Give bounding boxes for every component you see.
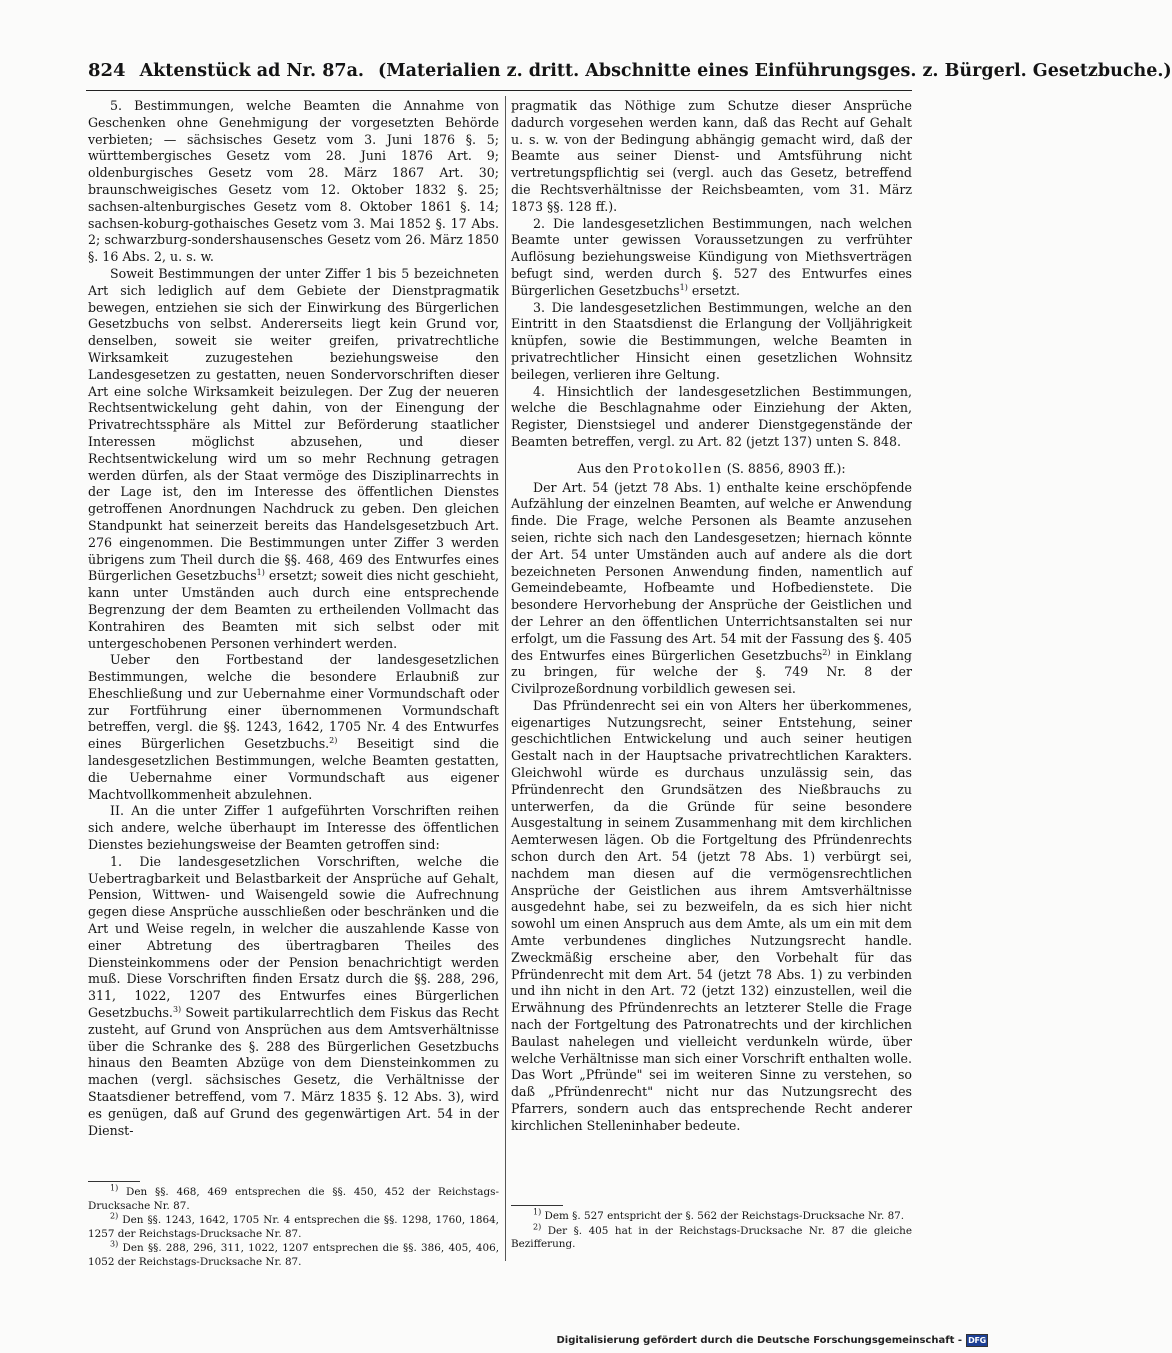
header-rule [86,90,912,91]
section-heading: Aus den Protokollen (S. 8856, 8903 ff.): [577,460,846,476]
footnote-rule [88,1181,140,1182]
paragraph: 3. Die landesgesetzlichen Bestimmungen, welche an den Eintritt in den Staatsdienst die Erlangung der Volljährigkeit knüpfen, sowie die Bestimmungen, welche Beamten in privatrechtlicher Hinsicht einen gesetzlichen Wohnsitz beilegen, verlieren ihre Geltung. [511,299,912,382]
footnote-ref: 2) [329,736,338,746]
footer-credit: Digitalisierung gefördert durch die Deutsche Forschungsgemeinschaft - [556,1334,962,1346]
paragraph: II. An die unter Ziffer 1 aufgeführten Vorschriften reihen sich andere, welche überhaupt im Interesse des öffentlichen Dienstes beziehungsweise der Beamten getroffen sind: [88,803,499,853]
footnote-rule [511,1205,563,1206]
paragraph: 5. Bestimmungen, welche Beamten die Annahme von Geschenken ohne Genehmigung der vorgesetzten Behörde verbieten; — sächsisches Gesetz vom 3. Juni 1876 §. 5; württembergisches Gesetz vom 28. Juni 1876 Art. 9; oldenburgisches Gesetz vom 28. März 1867 Art. 30; braunschweigisches Gesetz vom 12. Oktober 1832 §. 25; sachsen-altenburgisches Gesetz vom 8. Oktober 1861 §. 14; sachsen-koburg-gothaisches Gesetz vom 3. Mai 1852 §. 17 Abs. 2; schwarzburg-sondershausensches Gesetz vom 26. März 1850 §. 16 Abs. 2, u. s. w. [88,98,499,265]
footnote: $^{1)}$ Dem §. 527 entspricht der §. 562 der Reichstags-Drucksache Nr. 87. [533,1207,905,1222]
document-subtitle: (Materialien z. dritt. Abschnitte eines Einführungsges. z. Bürgerl. Gesetzbuche.) [378,61,1172,81]
paragraph: 4. Hinsichtlich der landesgesetzlichen Bestimmungen, welche die Beschlagnahme oder Einziehung der Akten, Register, Dienstsiegel und anderer Dienstgegenstände der Beamten betreffen, vergl. zu Art. 82 (jetzt 137) unten S. 848. [511,383,912,449]
footnote-ref: 1) [679,282,688,292]
footnote: $^{3)}$ Den §§. 288, 296, 311, 1022, 1207 entsprechen die §§. 386, 405, 406, 1052 der Reichstags-Drucksache Nr. 87. [88,1239,499,1268]
page-header [88,60,1172,88]
page-number: 824 [88,60,126,81]
right-column [511,98,912,1135]
paragraph: Ueber den Fortbestand der landesgesetzlichen Bestimmungen, welche die besondere Erlaubniß zur Eheschließung und zur Uebernahme einer Vormundschaft oder zur Fortführung einer übernommenen Vormundschaft betreffen, vergl. die §§. 1243, 1642, 1705 Nr. 4 des Entwurfes eines Bürgerlichen Gesetzbuchs.$^{2)}$ Beseitigt sind die landesgesetzlichen Bestimmungen, welche Beamten gestatten, die Uebernahme einer Vormundschaft aus eigener Machtvollkommenheit abzulehnen. [88,652,499,802]
footnote-ref: 1) [256,568,265,578]
footnote-ref: 3) [172,1004,182,1014]
paragraph: Der Art. 54 (jetzt 78 Abs. 1) enthalte keine erschöpfende Aufzählung der einzelnen Beamten, auf welche er Anwendung finde. Die Frage, welche Personen als Beamte anzusehen seien, richte sich nach den Landesgesetzen; hiernach könnte der Art. 54 unter Umständen auch auf andere als die dort bezeichneten Personen Anwendung finden, namentlich auf Gemeindebeamte, Hofbeamte und Hofbedienstete. Die besondere Hervorhebung der Ansprüche der Geistlichen und der Lehrer an den öffentlichen Unterrichtsanstalten sei nur erfolgt, um die Fassung des Art. 54 mit der Fassung des §. 405 des Entwurfes eines Bürgerlichen Gesetzbuchs$^{2)}$ in Einklang zu bringen, für welche der §. 749 Nr. 8 der Civilprozeßordnung vorbildlich gewesen sei. [511,479,912,697]
footer [556,1332,988,1348]
footnote-ref: 2) [822,647,831,657]
paragraph: 1. Die landesgesetzlichen Vorschriften, welche die Uebertragbarkeit und Belastbarkeit der Ansprüche auf Gehalt, Pension, Wittwen- und Waisengeld sowie die Aufrechnung gegen diese Ansprüche ausschließen oder beschränken und die Art und Weise regeln, in welcher die auszahlende Kasse von einer Abtretung des übertragbaren Theiles des Diensteinkommens oder der Pension benachrichtigt werden muß. Diese Vorschriften finden Ersatz durch die §§. 288, 296, 311, 1022, 1207 des Entwurfes eines Bürgerlichen Gesetzbuchs.$^{3)}$ Soweit partikularrechtlich dem Fiskus das Recht zusteht, auf Grund von Ansprüchen aus dem Amtsverhältnisse über die Schranke des §. 288 des Bürgerlichen Gesetzbuchs hinaus den Beamten Abzüge von dem Diensteinkommen zu machen (vergl. sächsisches Gesetz, die Verhältnisse der Staatsdiener betreffend, vom 7. März 1835 §. 12 Abs. 3), wird es genügen, daß auf Grund des gegenwärtigen Art. 54 in der Dienst- [88,853,499,1138]
right-footnotes [511,1207,912,1253]
paragraph: Das Pfründenrecht sei ein von Alters her überkommenes, eigenartiges Nutzungsrecht, seiner Entstehung, seiner geschichtlichen Entwickelung und auch seiner heutigen Gestalt nach in der Hauptsache privatrechtlichen Karakters. Gleichwohl würde es durchaus unzulässig sein, das Pfründenrecht den Grundsätzen des Nießbrauchs zu unterwerfen, da die Gründe für seine besondere Ausgestaltung in seinem Zusammenhang mit dem kirchlichen Aemterwesen lägen. Ob die Fortgeltung des Pfründenrechts schon durch den Art. 54 (jetzt 78 Abs. 1) verbürgt sei, nachdem man diesen auf die vermögensrechtlichen Ansprüche der Geistlichen aus ihrem Amtsverhältnisse ausgedehnt habe, sei zu bezweifeln, da es sich hier nicht sowohl um einen Anspruch aus dem Amte, als um ein mit dem Amte verbundenes dingliches Nutzungsrecht handle. Zweckmäßig erscheine aber, den Vorbehalt für das Pfründenrecht mit dem Art. 54 (jetzt 78 Abs. 1) zu verbinden und ihn nicht in den Art. 72 (jetzt 132) einzustellen, weil die Erwähnung des Pfründenrechts an letzterer Stelle die Frage nach der Fortgeltung des Patronatrechts und der kirchlichen Baulast nahelegen und vielleicht verdunkeln würde, über welche Verhältnisse man sich einer Vorschrift enthalten wolle. Das Wort „Pfründe" sei im weiteren Sinne zu verstehen, so daß „Pfründenrecht" nicht nur das Nutzungsrecht des Pfarrers, sondern auch das entsprechende Recht anderer kirchlichen Stelleninhaber bedeute. [511,697,912,1133]
document-title: Aktenstück ad Nr. 87a. [139,61,365,81]
paragraph: 2. Die landesgesetzlichen Bestimmungen, nach welchen Beamte unter gewissen Voraussetzungen zu verfrühter Auflösung beziehungsweise Kündigung von Miethsverträgen befugt sind, werden durch §. 527 des Entwurfes eines Bürgerlichen Gesetzbuchs$^{1)}$ ersetzt. [511,215,912,298]
left-footnotes [88,1183,499,1270]
dfg-logo: DFG [966,1334,988,1347]
footnote: $^{1)}$ Den §§. 468, 469 entsprechen die §§. 450, 452 der Reichstags-Drucksache Nr. 87. [88,1183,499,1212]
footnote: $^{2)}$ Der §. 405 hat in der Reichstags-Drucksache Nr. 87 die gleiche Bezifferung. [511,1222,912,1250]
left-column [88,98,499,1139]
column-divider [505,96,506,1261]
paragraph: pragmatik das Nöthige zum Schutze dieser Ansprüche dadurch vorgesehen werden kann, daß das Recht auf Gehalt u. s. w. von der Bedingung abhängig gemacht wird, daß der Beamte aus seiner Dienst- und Amtsführung nicht vertretungspflichtig sei (vergl. auch das Gesetz, betreffend die Rechtsverhältnisse der Reichsbeamten, vom 31. März 1873 §§. 128 ff.). [511,98,912,214]
footnote: $^{2)}$ Den §§. 1243, 1642, 1705 Nr. 4 entsprechen die §§. 1298, 1760, 1864, 1257 der Reichstags-Drucksache Nr. 87. [88,1211,499,1240]
paragraph: Soweit Bestimmungen der unter Ziffer 1 bis 5 bezeichneten Art sich lediglich auf dem Gebiete der Dienstpragmatik bewegen, entziehen sie sich der Einwirkung des Bürgerlichen Gesetzbuchs von selbst. Andererseits liegt kein Grund vor, denselben, soweit sie weiter greifen, privatrechtliche Wirksamkeit zuzugestehen beziehungsweise den Landesgesetzen zu gestatten, neuen Sondervorschriften dieser Art eine solche Wirksamkeit beizulegen. Der Zug der neueren Rechtsentwickelung geht dahin, von der Einengung der Privatrechtssphäre als Mittel zur Beförderung staatlicher Interessen möglichst abzusehen, und dieser Rechtsentwickelung wird um so mehr Rechnung getragen werden dürfen, als der Staat vermöge des Disziplinarrechts in der Lage ist, den im Interesse des öffentlichen Dienstes getroffenen Anordnungen Nachdruck zu geben. Den gleichen Standpunkt hat seinerzeit bereits das Handelsgesetzbuch Art. 276 eingenommen. Die Bestimmungen unter Ziffer 3 werden übrigens zum Theil durch die §§. 468, 469 des Entwurfes eines Bürgerlichen Gesetzbuchs$^{1)}$ ersetzt; soweit dies nicht geschieht, kann unter Umständen auch durch eine entsprechende Begrenzung der dem Beamten zu ertheilenden Vollmacht das Kontrahiren des Beamten mit sich selbst oder mit untergeschobenen Personen verhindert werden. [88,265,499,651]
